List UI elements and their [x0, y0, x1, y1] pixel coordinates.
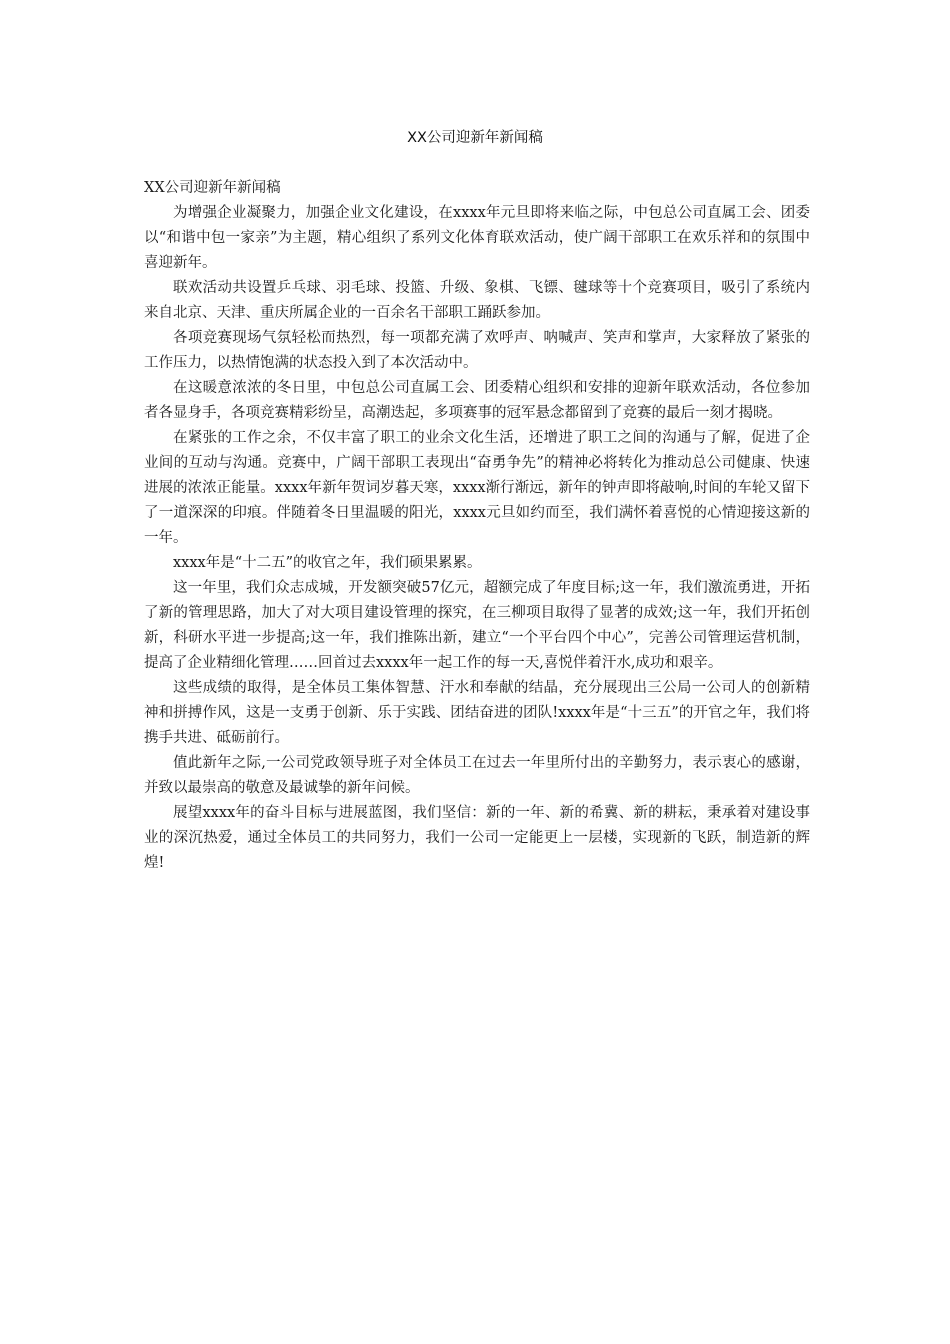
paragraph-3: 各项竞赛现场气氛轻松而热烈，每一项都充满了欢呼声、呐喊声、笑声和掌声，大家释放了紧张的工作压力，以热情饱满的状态投入到了本次活动中。	[144, 330, 810, 371]
paragraph-10: 展望xxxx年的奋斗目标与进展蓝图，我们坚信：新的一年、新的希冀、新的耕耘，秉承着对建设事业的深沉热爱，通过全体员工的共同努力，我们一公司一定能更上一层楼，实现新的飞跃，制造新的辉煌!	[144, 805, 810, 871]
document-body	[144, 176, 810, 876]
paragraph-5: 在紧张的工作之余，不仅丰富了职工的业余文化生活，还增进了职工之间的沟通与了解，促进了企业间的互动与沟通。竞赛中，广阔干部职工表现出“奋勇争先”的精神必将转化为推动总公司健康、快速进展的浓浓正能量。xxxx年新年贺词岁暮天寒，xxxx渐行渐远，新年的钟声即将敲响,时间的车轮又留下了一道深深的印痕。伴随着冬日里温暖的阳光，xxxx元旦如约而至，我们满怀着喜悦的心情迎接这新的一年。	[144, 430, 810, 546]
paragraph-2: 联欢活动共设置乒乓球、羽毛球、投篮、升级、象棋、飞镖、毽球等十个竞赛项目，吸引了系统内来自北京、天津、重庆所属企业的一百余名干部职工踊跃参加。	[144, 280, 810, 321]
document-subtitle: XX公司迎新年新闻稿	[144, 180, 281, 196]
paragraph-1: 为增强企业凝聚力，加强企业文化建设，在xxxx年元旦即将来临之际，中包总公司直属工会、团委以“和谐中包一家亲”为主题，精心组织了系列文化体育联欢活动，使广阔干部职工在欢乐祥和的氛围中喜迎新年。	[144, 205, 810, 271]
paragraph-8: 这些成绩的取得，是全体员工集体智慧、汗水和奉献的结晶，充分展现出三公局一公司人的创新精神和拼搏作风，这是一支勇于创新、乐于实践、团结奋进的团队!xxxx年是“十三五”的开官之年，我们将携手共进、砥砺前行。	[144, 680, 810, 746]
document-title: XX公司迎新年新闻稿	[407, 130, 543, 146]
paragraph-9: 值此新年之际,一公司党政领导班子对全体员工在过去一年里所付出的辛勤努力，表示衷心的感谢，并致以最崇高的敬意及最诚挚的新年问候。	[144, 755, 810, 796]
paragraph-7: 这一年里，我们众志成城，开发额突破57亿元，超额完成了年度目标;这一年，我们激流勇进，开拓了新的管理思路，加大了对大项目建设管理的探究，在三柳项目取得了显著的成效;这一年，我们开拓创新，科研水平进一步提高;这一年，我们推陈出新，建立“一个平台四个中心”，完善公司管理运营机制，提高了企业精细化管理……回首过去xxxx年一起工作的每一天,喜悦伴着汗水,成功和艰辛。	[144, 580, 810, 671]
paragraph-6: xxxx年是“十二五”的收官之年，我们硕果累累。	[173, 555, 482, 571]
paragraph-4: 在这暖意浓浓的冬日里，中包总公司直属工会、团委精心组织和安排的迎新年联欢活动，各位参加者各显身手，各项竞赛精彩纷呈，高潮迭起，多项赛事的冠军悬念都留到了竞赛的最后一刻才揭晓。	[144, 380, 810, 421]
